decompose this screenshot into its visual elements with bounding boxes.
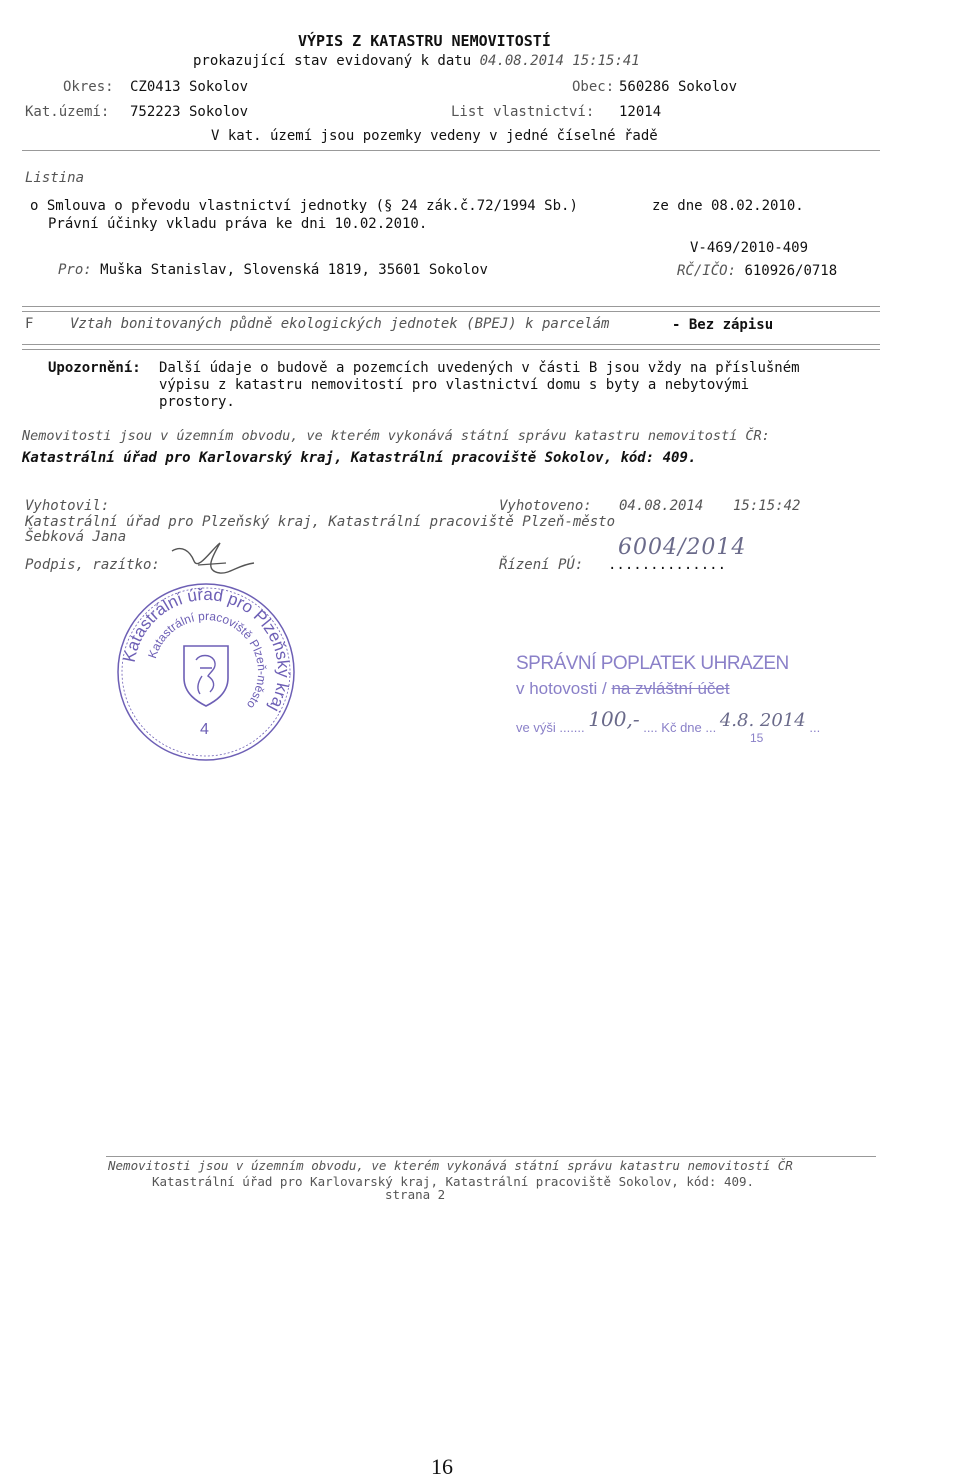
footer-divider [106, 1156, 876, 1157]
page-number: 16 [431, 1454, 453, 1479]
rizeni-label: Řízení PÚ: [499, 557, 584, 573]
document-title: VÝPIS Z KATASTRU NEMOVITOSTÍ [298, 32, 551, 50]
subtitle-date: 04.08.2014 15:15:41 [479, 53, 640, 69]
prepared-office: Katastrální úřad pro Plzeňský kraj, Katastrální pracoviště Plzeň-město [25, 514, 616, 530]
fee-currency: Kč dne [661, 720, 702, 735]
fee-stamp-code: 15 [750, 731, 764, 745]
prepared-date-label: Vyhotoveno: [499, 498, 592, 514]
stamp-ring-text: Katastrální úřad pro Plzeňský kraj [119, 584, 294, 716]
fee-cash: v hotovosti / [516, 679, 607, 698]
fee-amount-label: ve výši [516, 720, 556, 735]
section-f-status: - Bez zápisu [672, 317, 774, 333]
section-f-text: Vztah bonitovaných půdně ekologických jednotek (BPEJ) k parcelám [70, 316, 610, 332]
upozorneni-line1: Další údaje o budově a pozemcích uvedených v části B jsou vždy na příslušném [159, 360, 800, 376]
divider [22, 349, 880, 350]
rizeni-dots: .............. [608, 557, 727, 573]
fee-stamp-payment [516, 679, 730, 699]
office-line2: Katastrální úřad pro Karlovarský kraj, Katastrální pracoviště Sokolov, kód: 409. [22, 450, 697, 466]
rc-line [677, 263, 837, 279]
upozorneni-line2: výpisu z katastru nemovitostí pro vlastnictví domu s byty a nebytovými [159, 377, 750, 393]
okres-value: CZ0413 Sokolov [130, 79, 249, 95]
numbering-note: V kat. území jsou pozemky vedeny v jedné číselné řadě [211, 128, 658, 144]
fee-account-struck: na zvláštní účet [611, 679, 730, 698]
divider [22, 311, 880, 312]
section-letter: F [25, 316, 34, 332]
rc-value: 610926/0718 [744, 263, 838, 279]
katuzemi-value: 752223 Sokolov [130, 104, 249, 120]
listina-label: Listina [25, 170, 85, 186]
upozorneni-label: Upozornění: [48, 360, 141, 376]
official-stamp [110, 576, 302, 768]
pro-value: Muška Stanislav, Slovenská 1819, 35601 Sokolov [100, 262, 488, 278]
footer-line1: Nemovitosti jsou v územním obvodu, ve kterém vykonává státní správu katastru nemovitostí ČR [108, 1158, 793, 1173]
prepared-time: 15:15:42 [733, 498, 801, 514]
pro-line [58, 262, 488, 278]
okres-label: Okres: [63, 79, 114, 95]
obec-value: 560286 Sokolov [619, 79, 738, 95]
fee-amount-value: 100,- [588, 707, 640, 731]
katuzemi-label: Kat.území: [25, 104, 110, 120]
document-subtitle [193, 53, 640, 69]
subtitle-text: prokazující stav evidovaný k datu [193, 53, 472, 69]
pro-label: Pro: [58, 262, 92, 278]
fee-date: 4.8. 2014 [719, 710, 806, 731]
prepared-name: Šebková Jana [25, 529, 127, 545]
signature-label: Podpis, razítko: [25, 557, 160, 573]
footer-line2: Katastrální úřad pro Karlovarský kraj, Katastrální pracoviště Sokolov, kód: 409. [152, 1174, 755, 1189]
prepared-date: 04.08.2014 [619, 498, 704, 514]
stamp-number: 4 [200, 721, 209, 738]
fee-stamp-title: SPRÁVNÍ POPLATEK UHRAZEN [516, 653, 789, 674]
office-line1: Nemovitosti jsou v územním obvodu, ve kterém vykonává státní správu katastru nemovitostí ČR: [22, 428, 770, 444]
list-label: List vlastnictví: [451, 104, 595, 120]
listina-date: ze dne 08.02.2010. [652, 198, 804, 214]
divider [22, 306, 880, 307]
prepared-by-label: Vyhotovil: [25, 498, 110, 514]
listina-line2: Právní účinky vkladu práva ke dni 10.02.2010. [48, 216, 428, 232]
divider [22, 150, 880, 151]
upozorneni-line3: prostory. [159, 394, 235, 410]
rc-label: RČ/IČO: [677, 263, 737, 279]
listina-line1: o Smlouva o převodu vlastnictví jednotky (§ 24 zák.č.72/1994 Sb.) [30, 198, 578, 214]
list-value: 12014 [619, 104, 662, 120]
listina-ref: V-469/2010-409 [690, 240, 809, 256]
fee-amount-row: ve výši ....... 100,- .... Kč dne ... 4.8. 2014 ... [516, 707, 821, 735]
stamp-inner-text: Katastrální pracoviště Plzeň-město [145, 608, 270, 712]
divider [22, 344, 880, 345]
footer-page-label: strana 2 [385, 1187, 446, 1202]
obec-label: Obec: [572, 79, 615, 95]
rizeni-handwritten: 6004/2014 [618, 535, 747, 560]
